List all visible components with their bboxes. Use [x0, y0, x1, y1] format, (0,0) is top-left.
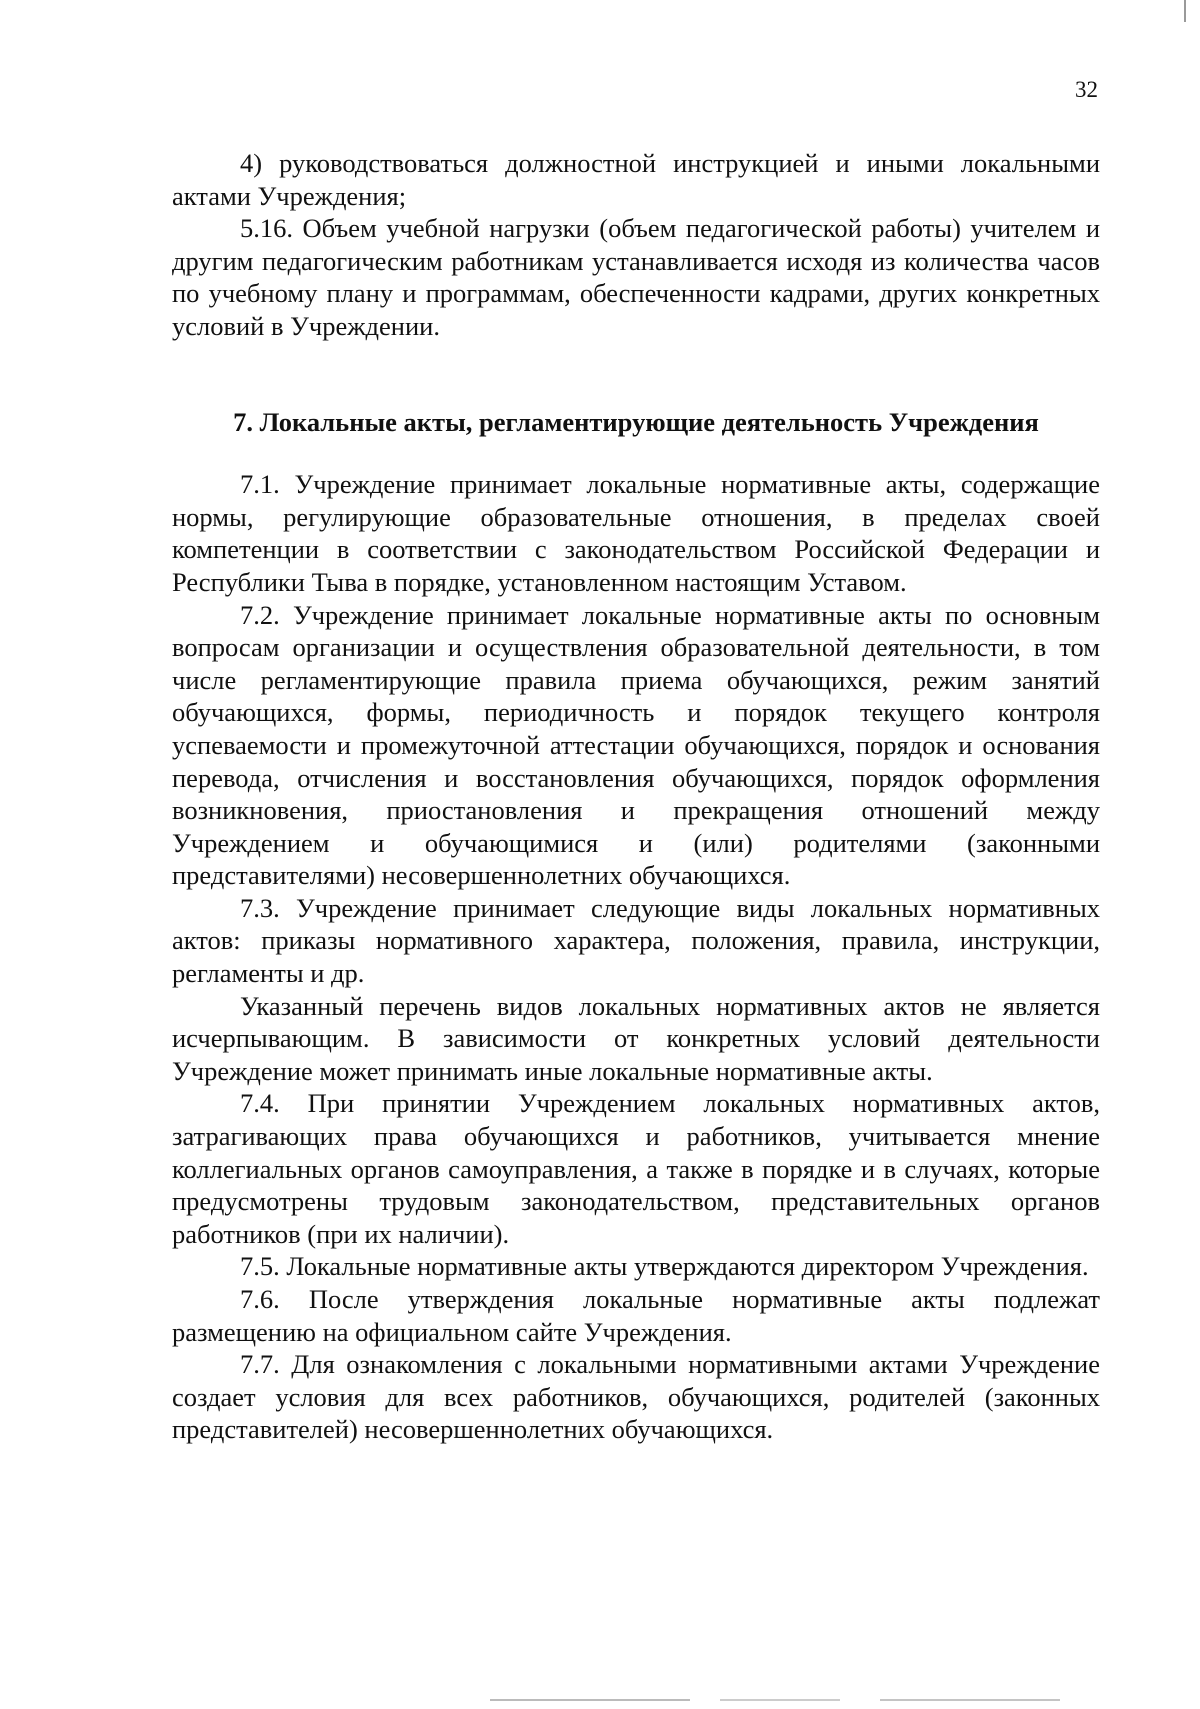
paragraph-7-1: 7.1. Учреждение принимает локальные нормативные акты, содержащие нормы, регулирующие образовательные отношения, в пределах своей компетенции в соответствии с законодательством Российской Федерации и Республики Тыва в порядке, установленном настоящим Уставом. — [172, 469, 1100, 597]
paragraph-4-guidance: 4) руководствоваться должностной инструкцией и иными локальными актами Учреждения; — [172, 148, 1100, 211]
paragraph-7-2: 7.2. Учреждение принимает локальные нормативные акты по основным вопросам организации и осуществления образовательной деятельности, в том числе регламентирующие правила приема обучающихся, режим занятий обучающихся, формы, периодичность и порядок текущего контроля успеваемости и промежуточной аттестации обучающихся, порядок и основания перевода, отчисления и восстановления обучающихся, порядок оформления возникновения, приостановления и прекращения отношений между Учреждением и обучающимися и (или) родителями (законными представителями) несовершеннолетних обучающихся. — [172, 599, 1100, 891]
scan-artifact-line — [490, 1699, 690, 1701]
scan-artifact-line — [720, 1699, 840, 1701]
paragraph-5-16: 5.16. Объем учебной нагрузки (объем педагогической работы) учителем и другим педагогическим работникам устанавливается исходя из количества часов по учебному плану и программам, обеспеченности кадрами, других конкретных условий в Учреждении. — [172, 213, 1100, 341]
paragraph-7-7: 7.7. Для ознакомления с локальными нормативными актами Учреждение создает условия для всех работников, обучающихся, родителей (законных представителей) несовершеннолетних обучающихся. — [172, 1349, 1100, 1445]
page-number: 32 — [1075, 77, 1098, 102]
paragraph-7-4: 7.4. При принятии Учреждением локальных нормативных актов, затрагивающих права обучающихся и работников, учитывается мнение коллегиальных органов самоуправления, а также в порядке и в случаях, которые предусмотрены трудовым законодательством, представительных органов работников (при их наличии). — [172, 1088, 1100, 1249]
paragraph-7-3-note: Указанный перечень видов локальных нормативных актов не является исчерпывающим. В зависимости от конкретных условий деятельности Учреждение может принимать иные локальные нормативные акты. — [172, 990, 1100, 1086]
document-body — [172, 147, 1100, 1446]
paragraph-7-3: 7.3. Учреждение принимает следующие виды локальных нормативных актов: приказы нормативного характера, положения, правила, инструкции, регламенты и др. — [172, 892, 1100, 989]
scan-artifact-line — [880, 1699, 1060, 1701]
scan-edge-mark — [1184, 0, 1186, 22]
section-heading: 7. Локальные акты, регламентирующие деятельность Учреждения — [233, 406, 1039, 437]
paragraph-7-5: 7.5. Локальные нормативные акты утверждаются директором Учреждения. — [240, 1251, 1089, 1282]
paragraph-7-6: 7.6. После утверждения локальные нормативные акты подлежат размещению на официальном сайте Учреждения. — [172, 1284, 1100, 1347]
